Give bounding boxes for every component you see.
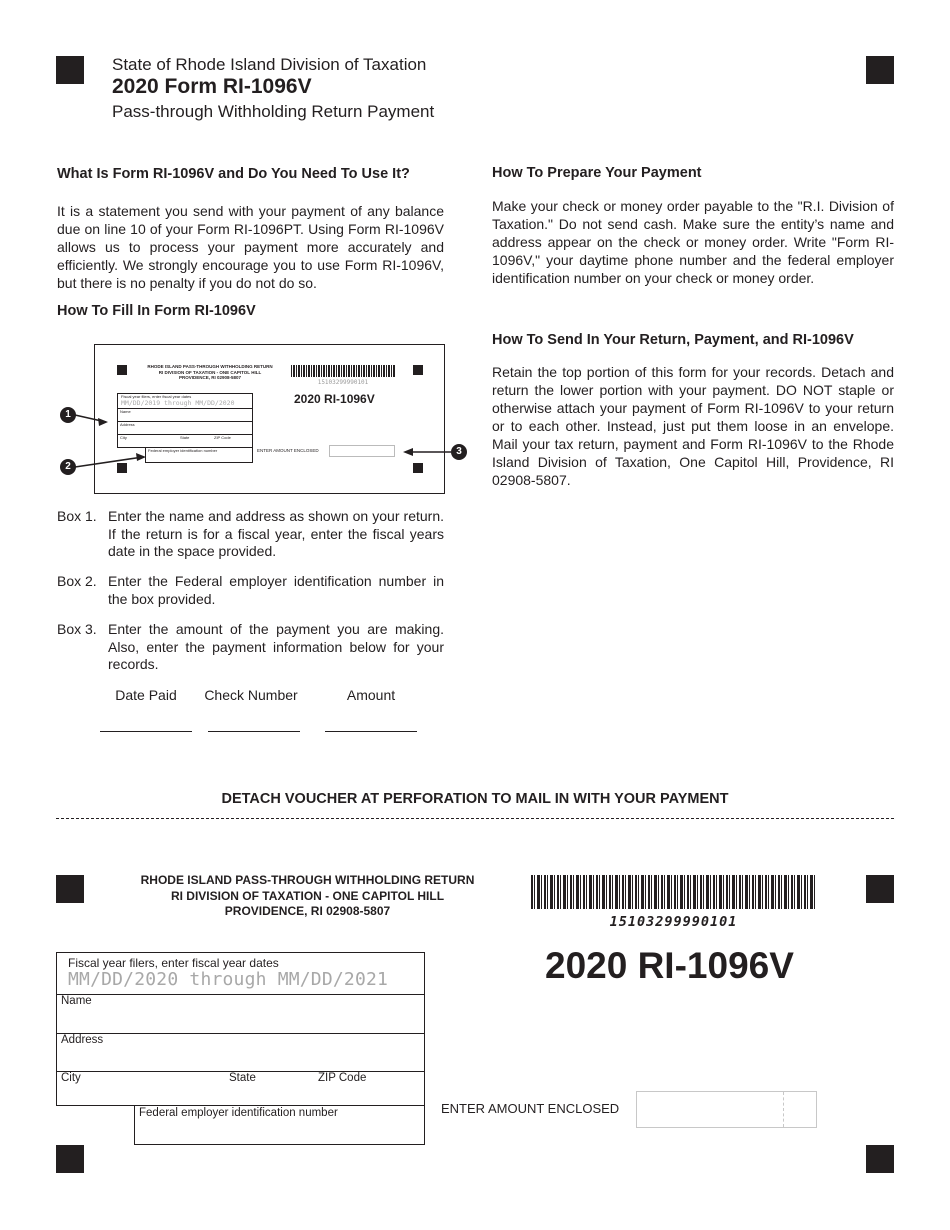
sample-address-label: Address (120, 422, 135, 427)
date-paid-label: Date Paid (115, 687, 177, 703)
amount-label: Amount (346, 687, 396, 703)
name-label: Name (61, 995, 92, 1007)
sample-registration-mark (413, 365, 423, 375)
sample-address-block (135, 364, 285, 381)
sample-state-label: State (180, 435, 190, 440)
box-2-label: Box 2. (57, 573, 97, 589)
perforation-line (56, 818, 894, 819)
voucher-address-line-1: RHODE ISLAND PASS-THROUGH WITHHOLDING RETURN (140, 873, 475, 887)
fill-in-heading: How To Fill In Form RI-1096V (57, 303, 256, 319)
agency-name: State of Rhode Island Division of Taxation (112, 55, 427, 74)
state-label: State (229, 1072, 256, 1084)
registration-mark-voucher-left (56, 875, 84, 903)
sample-barcode-number: 15103299990101 (317, 379, 369, 386)
registration-mark-voucher-right (866, 875, 894, 903)
city-state-zip-field[interactable] (56, 1071, 425, 1106)
voucher-barcode-number: 15103299990101 (609, 914, 738, 930)
address-label: Address (61, 1034, 104, 1046)
box-3-instruction (57, 621, 444, 675)
registration-mark-bottom-right (866, 1145, 894, 1173)
box-3-text: Enter the amount of the payment you are making. Also, enter the payment information below for your records. (108, 621, 444, 672)
box-3-label: Box 3. (57, 621, 97, 637)
callout-badge-3: 3 (451, 444, 467, 460)
sample-address-line: RI DIVISION OF TAXATION - ONE CAPITOL HILL (158, 369, 262, 375)
sample-fein-label: Federal employer identification number (148, 448, 218, 453)
fiscal-year-box[interactable] (56, 952, 425, 995)
box-1-label: Box 1. (57, 508, 97, 524)
fiscal-year-placeholder: MM/DD/2020 through MM/DD/2021 (68, 969, 389, 990)
check-number-label: Check Number (204, 687, 298, 703)
callout-badge-2: 2 (60, 459, 76, 475)
voucher-address-block (110, 873, 505, 920)
detach-instruction: DETACH VOUCHER AT PERFORATION TO MAIL IN WITH YOUR PAYMENT (221, 791, 729, 807)
zip-label: ZIP Code (318, 1072, 367, 1084)
box-2-instruction (57, 573, 444, 609)
callout-arrows (58, 400, 470, 480)
check-number-line[interactable] (208, 731, 300, 732)
fiscal-year-label: Fiscal year filers, enter fiscal year dates (68, 956, 279, 970)
amount-line[interactable] (325, 731, 417, 732)
name-field[interactable] (56, 994, 425, 1034)
callout-arrow-1 (75, 415, 108, 426)
sample-registration-mark (117, 365, 127, 375)
box-2-text: Enter the Federal employer identification number in the box provided. (108, 573, 444, 607)
box-1-instruction (57, 508, 444, 562)
sample-barcode (291, 365, 395, 377)
amount-enclosed-field[interactable] (636, 1091, 817, 1128)
callout-badge-1: 1 (60, 407, 76, 423)
sample-fiscal-placeholder: MM/DD/2019 through MM/DD/2020 (121, 399, 235, 407)
callout-arrow-2 (75, 453, 146, 467)
registration-mark-top-right (866, 56, 894, 84)
fein-field[interactable] (134, 1105, 425, 1145)
box-1-text: Enter the name and address as shown on your return. If the return is for a fiscal year, enter the fiscal years date in the space provided. (108, 508, 444, 559)
what-is-heading: What Is Form RI-1096V and Do You Need To Use It? (57, 166, 410, 182)
registration-mark-bottom-left (56, 1145, 84, 1173)
date-paid-line[interactable] (100, 731, 192, 732)
form-title: 2020 Form RI-1096V (112, 75, 312, 98)
city-label: City (61, 1072, 81, 1084)
amount-enclosed-label: ENTER AMOUNT ENCLOSED (441, 1101, 620, 1116)
sample-name-label: Name (120, 409, 131, 414)
what-is-text: It is a statement you send with your payment of any balance due on line 10 of your Form RI-1096PT. Using Form RI-1096V allows us to process your payment more accurately and efficiently. We strongly encourage you to use Form RI-1096V, but there is no penalty if you do not do so. (57, 203, 444, 291)
address-field[interactable] (56, 1033, 425, 1072)
voucher-form-title: 2020 RI-1096V (545, 945, 794, 986)
voucher-barcode (531, 875, 816, 909)
prepare-heading: How To Prepare Your Payment (492, 165, 702, 181)
sample-enclosed-label: ENTER AMOUNT ENCLOSED (257, 448, 319, 453)
sample-address-line: PROVIDENCE, RI 02908-5807 (178, 375, 242, 380)
prepare-text: Make your check or money order payable to the "R.I. Division of Taxation." Do not send cash. Make sure the entity’s name and address appear on the check or money order. Write "Form RI-1096V," your daytime phone number and the federal employer identification number on your check or money order. (492, 198, 894, 286)
registration-mark-top-left (56, 56, 84, 84)
form-subtitle: Pass-through Withholding Return Payment (112, 102, 435, 121)
voucher-address-line-3: PROVIDENCE, RI 02908-5807 (224, 904, 391, 918)
send-heading: How To Send In Your Return, Payment, and RI-1096V (492, 332, 854, 348)
sample-city-label: City (120, 435, 127, 440)
sample-zip-label: ZIP Code (214, 435, 231, 440)
callout-arrow-3 (403, 448, 451, 456)
sample-form-title: 2020 RI-1096V (294, 392, 375, 406)
sample-address-line: RHODE ISLAND PASS-THROUGH WITHHOLDING RETURN (147, 364, 273, 369)
voucher-address-line-2: RI DIVISION OF TAXATION - ONE CAPITOL HILL (170, 888, 445, 903)
cents-divider (783, 1092, 784, 1127)
sample-fiscal-label: Fiscal year filers, enter fiscal year dates (121, 394, 192, 399)
fein-label: Federal employer identification number (139, 1107, 338, 1119)
send-text: Retain the top portion of this form for your records. Detach and return the lower portion with your payment. DO NOT staple or otherwise attach your payment of Form RI-1096V to your return or to each other. Instead, just put them loose in an envelope. Mail your tax return, payment and Form RI-1096V to the Rhode Island Division of Taxation, One Capitol Hill, Providence, RI 02908-5807. (492, 364, 894, 488)
